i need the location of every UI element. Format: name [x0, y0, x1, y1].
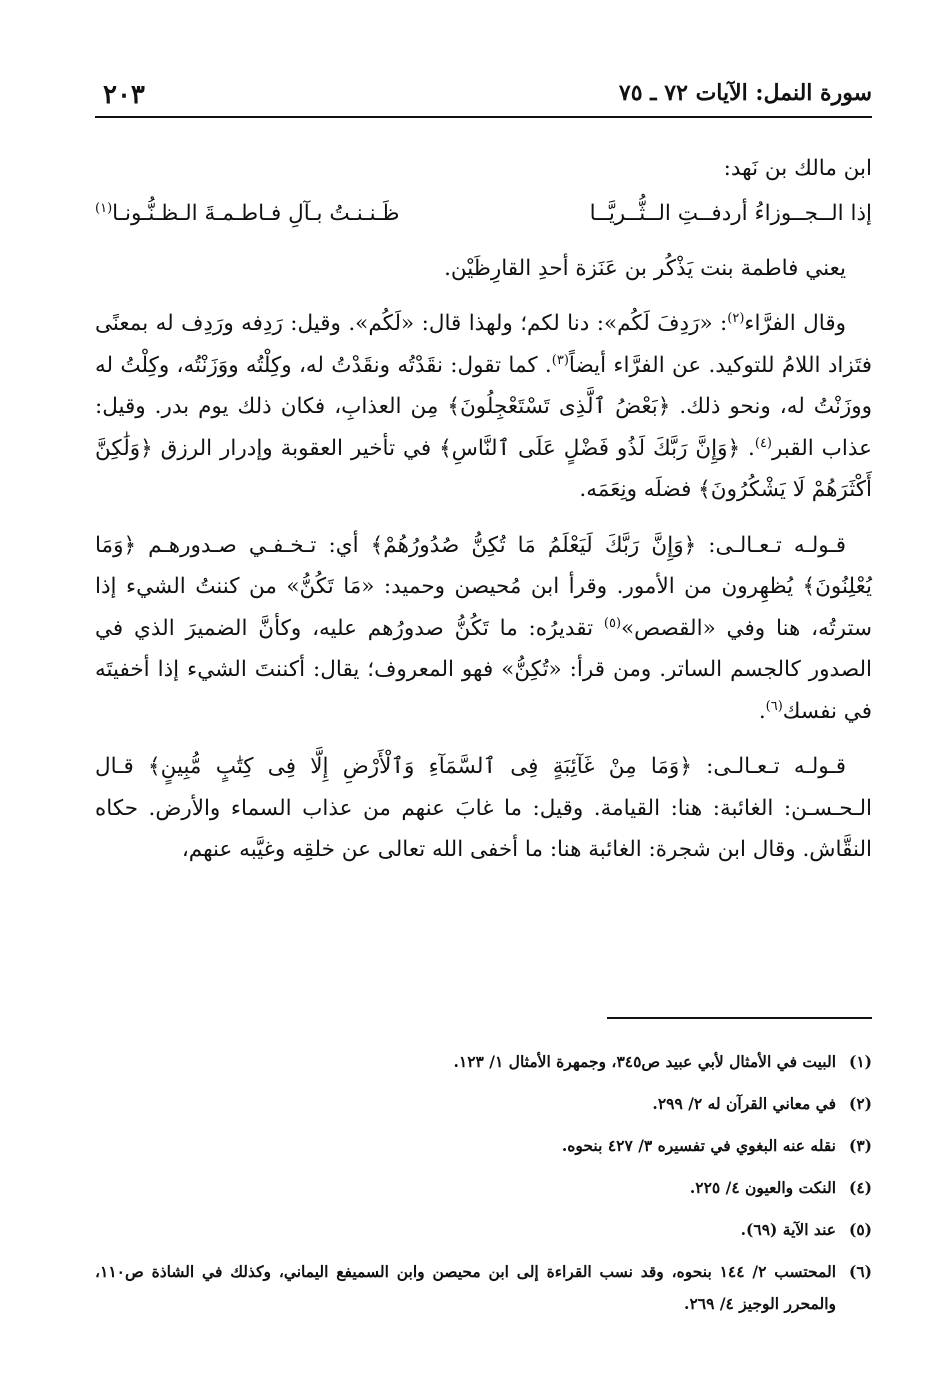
footnote-ref-3: (٣): [551, 352, 569, 368]
footnote-ref-2: (٢): [727, 310, 745, 326]
footnote-ref-4: (٤): [754, 435, 772, 451]
p4-text-a: قـولـه تـعـالـى: ﴿وَإِنَّ رَبَّكَ لَيَعْلَمُ مَا تُكِنُّ صُدُورُهُمْ﴾ أي: تـخـفـي صـدورهـم ﴿وَمَا يُعْلِنُونَ﴾ يُظهِرون من الأمور. وقرأ ابن مُحيصن وحميد: «مَا تَكُنُّ» من كننتُ الشيء إذا سترتُه، هنا وفي «القصص»: [95, 532, 872, 641]
p3-text-b: : «رَدِفَ لَكُم»: دنا لكم؛ ولهذا قال: «لَكُم». وقيل: رَدِفه ورَدِف له بمعنًى فتَزاد اللامُ للتوكيد. عن الفرَّاء أيضاً: [95, 311, 873, 378]
page-header: [95, 72, 872, 118]
footnote-3: [95, 1130, 872, 1162]
verse-second-text: ظَـنـنـتُ بـآلِ فـاطـمـةَ الـظـنُّـونـا: [112, 200, 400, 226]
footnote-number: (٣): [848, 1136, 872, 1155]
main-text: [95, 148, 872, 871]
poetry-verse: [95, 190, 872, 238]
paragraph-3: [95, 303, 872, 511]
footnote-text: النكت والعيون ٤/ ٢٢٥.: [689, 1178, 836, 1197]
footnote-2: [95, 1088, 872, 1120]
footnote-text: نقله عنه البغوي في تفسيره ٣/ ٤٢٧ بنحوه.: [561, 1136, 836, 1155]
footnotes: [95, 1046, 872, 1330]
footnote-6: [95, 1256, 872, 1320]
p4-text-b: تقديرُه: ما تَكُنُّ صدورُهم عليه، وكأنَّ الضميرَ الذي في الصدور كالجسم الساتر. ومن قرأ: «تُكِنُّ» فهو المعروف؛ يقال: أكننتَ الشيء إذا أخفيتَه في نفسك: [95, 615, 872, 724]
footnote-number: (٤): [848, 1178, 872, 1197]
footnote-ref-6: (٦): [765, 698, 783, 714]
paragraph-1: ابن مالك بن نَهد:: [723, 156, 872, 181]
footnote-number: (٢): [848, 1094, 872, 1113]
p3-text-a: وقال الفرَّاء: [744, 311, 847, 336]
footnote-ref-5: (٥): [603, 615, 622, 631]
footnote-text: عند الآية (٦٩).: [740, 1220, 836, 1239]
footnote-divider: [607, 1017, 872, 1019]
paragraph-2: يعني فاطمة بنت يَذْكُر بن عَنَزة أحدِ القارِظَيْن.: [444, 255, 846, 281]
running-title: سورة النمل: الآيات ٧٢ ـ ٧٥: [618, 80, 872, 106]
footnote-number: (١): [848, 1052, 872, 1071]
page-number: ٢٠٣: [103, 80, 145, 110]
footnote-text: البيت في الأمثال لأبي عبيد ص٣٤٥، وجمهرة الأمثال ١/ ١٢٣.: [453, 1052, 836, 1071]
footnote-number: (٥): [848, 1220, 872, 1239]
p4-text-c: .: [758, 698, 766, 724]
paragraph-5: قـولـه تـعـالـى: ﴿وَمَا مِنْ غَآئِبَةٍ فِى ٱلسَّمَآءِ وَٱلْأَرْضِ إِلَّا فِى كِتَٰبٍ مُّبِينٍ﴾ قـال الـحـسـن: الغائبة: هنا: القيامة. وقيل: ما غابَ عنهم من عذاب السماء والأرض. حكاه النقَّاش. وقال ابن شجرة: الغائبة هنا: ما أخفى الله تعالى عن خلقِه وغيَّبه عنهم،: [95, 754, 872, 862]
footnote-5: [95, 1214, 872, 1246]
footnote-4: [95, 1172, 872, 1204]
verse-second-hemistich: [95, 190, 399, 238]
p3-text-d: . ﴿وَإِنَّ رَبَّكَ لَذُو فَضْلٍ عَلَى ٱلنَّاسِ﴾ في تأخير العقوبة وإدرار الرزق ﴿وَلَٰكِنَّ أَكْثَرَهُمْ لَا يَشْكُرُونَ﴾ فضلَه ونِعَمَه.: [95, 435, 872, 502]
footnote-number: (٦): [848, 1262, 872, 1281]
footnote-text: المحتسب ٢/ ١٤٤ بنحوه، وقد نسب القراءة إلى ابن محيصن وابن السميفع اليماني، وكذلك في الشاذة ص١١٠، والمحرر الوجيز ٤/ ٢٦٩.: [95, 1262, 836, 1313]
paragraph-4: [95, 525, 872, 733]
verse-first-hemistich: إذا الــجــوزاءُ أردفــتِ الــثُّــريَّــا: [589, 200, 872, 226]
p3-text-c: . كما تقول: نقَدْتُه ونقَدْتُ له، وكِلْتُه ووَزَنْتُه، وكِلْتُ له ووزَنْتُ له، ونحو ذلك. ﴿بَعْضُ ٱلَّذِى تَسْتَعْجِلُونَ﴾ مِن العذابِ، فكان ذلك يوم بدر. وقيل: عذاب القبر: [95, 352, 872, 461]
footnote-ref-1: (١): [95, 200, 113, 216]
footnote-text: في معاني القرآن له ٢/ ٢٩٩.: [652, 1094, 836, 1113]
footnote-1: [95, 1046, 872, 1078]
